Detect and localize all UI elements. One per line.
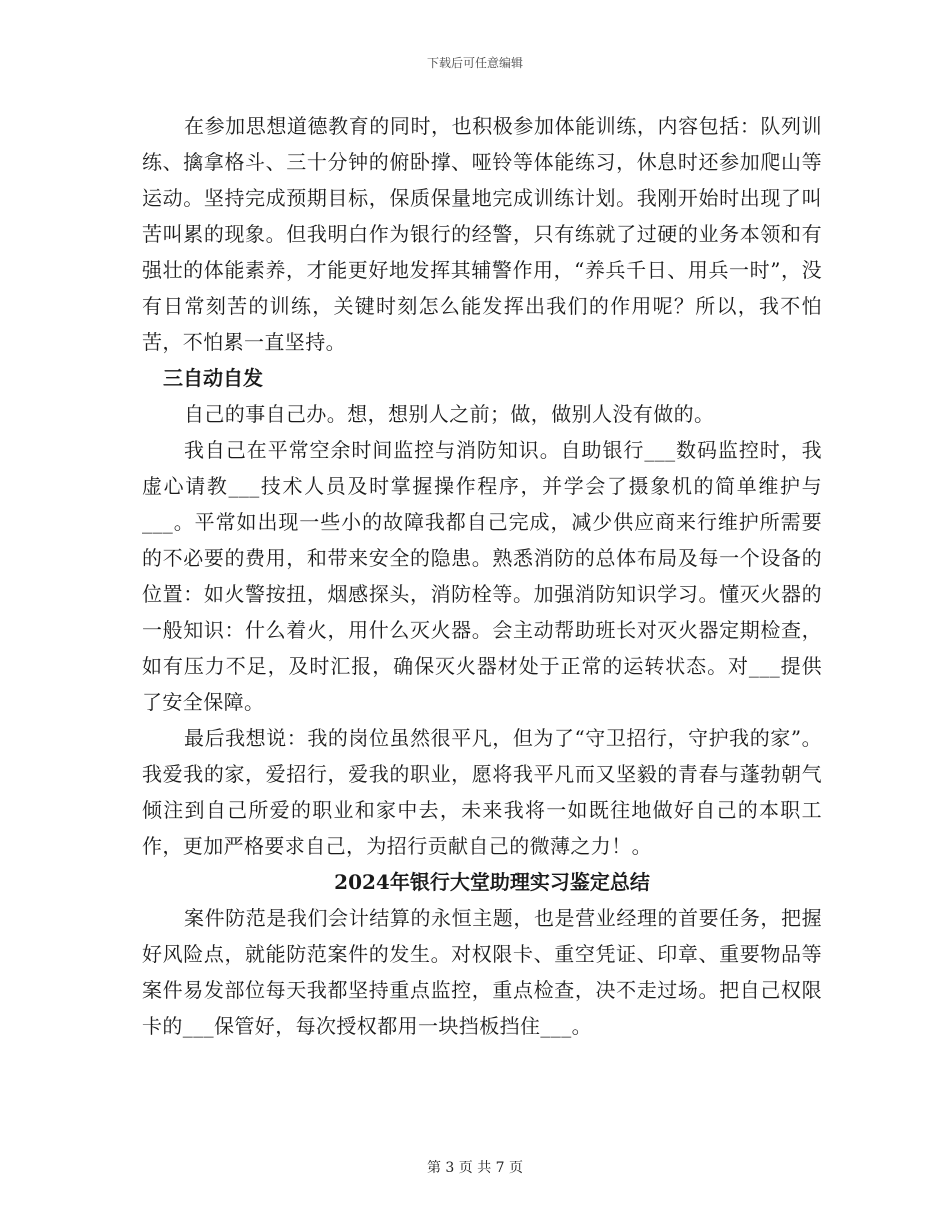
paragraph-closing: 最后我想说：我的岗位虽然很平凡，但为了“守卫招行，守护我的家”。我爱我的家，爱招行，爱我的职业，愿将我平凡而又坚毅的青春与蓬勃朝气倾注到自己所爱的职业和家中去，未来我将一如既往地做好自己的本职工作，更加严格要求自己，为招行贡献自己的微薄之力！。 — [142, 726, 822, 858]
paragraph-self-motivation: 自己的事自己办。想，想别人之前；做，做别人没有做的。 — [184, 402, 715, 426]
paragraph-case-prevention: 案件防范是我们会计结算的永恒主题，也是营业经理的首要任务，把握好风险点，就能防范案件的发生。对权限卡、重空凭证、印章、重要物品等案件易发部位每天我都坚持重点监控，重点检查，决不走过场。把自己权限卡的___保管好，每次授权都用一块挡板挡住___。 — [142, 906, 822, 1038]
document-body — [142, 108, 822, 1044]
page-header: 下载后可任意编辑 — [426, 56, 523, 70]
document-title: 2024年银行大堂助理实习鉴定总结 — [334, 870, 650, 894]
section-heading: 三自动自发 — [163, 366, 263, 390]
paragraph-monitoring-fire: 我自己在平常空余时间监控与消防知识。自助银行___数码监控时，我虚心请教___技术人员及时掌握操作程序，并学会了摄象机的简单维护与___。平常如出现一些小的故障我都自己完成，减少供应商来行维护所需要的不必要的费用，和带来安全的隐患。熟悉消防的总体布局及每一个设备的位置：如火警按扭，烟感探头，消防栓等。加强消防知识学习。懂灭火器的一般知识：什么着火，用什么灭火器。会主动帮助班长对灭火器定期检查，如有压力不足，及时汇报，确保灭火器材处于正常的运转状态。对___提供了安全保障。 — [142, 438, 822, 714]
paragraph-physical-training: 在参加思想道德教育的同时，也积极参加体能训练，内容包括：队列训练、擒拿格斗、三十分钟的俯卧撑、哑铃等体能练习，休息时还参加爬山等运动。坚持完成预期目标，保质保量地完成训练计划。我刚开始时出现了叫苦叫累的现象。但我明白作为银行的经警，只有练就了过硬的业务本领和有强壮的体能素养，才能更好地发挥其辅警作用，“养兵千日、用兵一时”，没有日常刻苦的训练，关键时刻怎么能发挥出我们的作用呢？所以，我不怕苦，不怕累一直坚持。 — [142, 114, 822, 354]
page-footer: 第 3 页 共 7 页 — [426, 1160, 524, 1176]
